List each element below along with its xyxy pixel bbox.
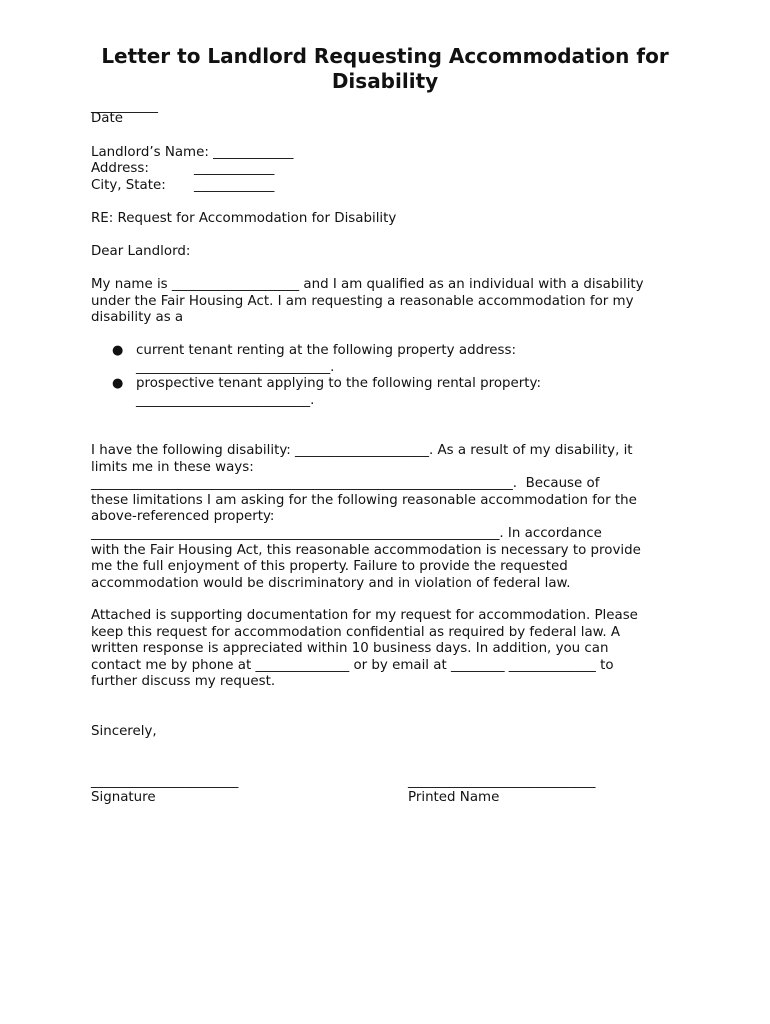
re-line: RE: Request for Accommodation for Disability [91, 211, 397, 226]
intro-line: under the Fair Housing Act. I am requesting a reasonable accommodation for my [91, 293, 634, 309]
printed-name-blank: ____________________________ [408, 774, 596, 789]
disability-line: _______________________________________________________________. Because of [91, 476, 600, 492]
bullet-text [136, 376, 541, 409]
disability-line: above-referenced property: [91, 509, 275, 525]
date-label: Date [91, 111, 124, 126]
title-line-2: Disability [331, 69, 439, 93]
attached-line: Attached is supporting documentation for my request for accommodation. Please [91, 608, 638, 623]
intro-paragraph [91, 277, 679, 327]
attached-line: further discuss my request. [91, 674, 276, 690]
bullet-icon: ● [112, 343, 124, 358]
disability-line: I have the following disability: ____________________. As a result of my disability, it [91, 443, 633, 458]
salutation: Dear Landlord: [91, 244, 191, 259]
attached-line: keep this request for accommodation confidential as required by federal law. A [91, 624, 621, 640]
disability-line: _____________________________________________________________. In accordance [91, 525, 602, 541]
signature-blank: ______________________ [91, 774, 239, 789]
disability-line: me the full enjoyment of this property. Failure to provide the requested [91, 559, 568, 575]
disability-line: limits me in these ways: [91, 459, 254, 475]
landlord-name-line: Landlord’s Name: ____________ [91, 145, 294, 160]
closing: Sincerely, [91, 724, 157, 739]
bullet-text [136, 343, 516, 376]
bullet-icon: ● [112, 376, 124, 391]
disability-line: accommodation would be discriminatory and in violation of federal law. [91, 575, 571, 591]
city-state-blank: ____________ [194, 178, 275, 193]
attached-line: written response is appreciated within 10 business days. In addition, you can [91, 641, 609, 657]
bullet-line: _____________________________. [136, 359, 335, 375]
printed-name-label: Printed Name [408, 790, 500, 805]
bullet-line: prospective tenant applying to the following rental property: [136, 376, 541, 391]
title-line-1: Letter to Landlord Requesting Accommodation for [101, 44, 669, 68]
date-blank: __________ [91, 99, 158, 114]
intro-line: My name is ___________________ and I am qualified as an individual with a disability [91, 277, 644, 292]
attached-paragraph [91, 608, 679, 691]
address-blank: ____________ [194, 161, 275, 176]
bullet-line: current tenant renting at the following property address: [136, 343, 516, 358]
document-title [60, 44, 710, 94]
intro-line: disability as a [91, 310, 184, 326]
city-state-label: City, State: [91, 178, 166, 193]
disability-paragraph [91, 443, 679, 592]
address-label: Address: [91, 161, 149, 176]
signature-label: Signature [91, 790, 156, 805]
attached-line: contact me by phone at ______________ or by email at ________ _____________ to [91, 657, 614, 673]
bullet-line: __________________________. [136, 392, 315, 408]
disability-line: these limitations I am asking for the following reasonable accommodation for the [91, 492, 637, 508]
disability-line: with the Fair Housing Act, this reasonable accommodation is necessary to provide [91, 542, 641, 558]
